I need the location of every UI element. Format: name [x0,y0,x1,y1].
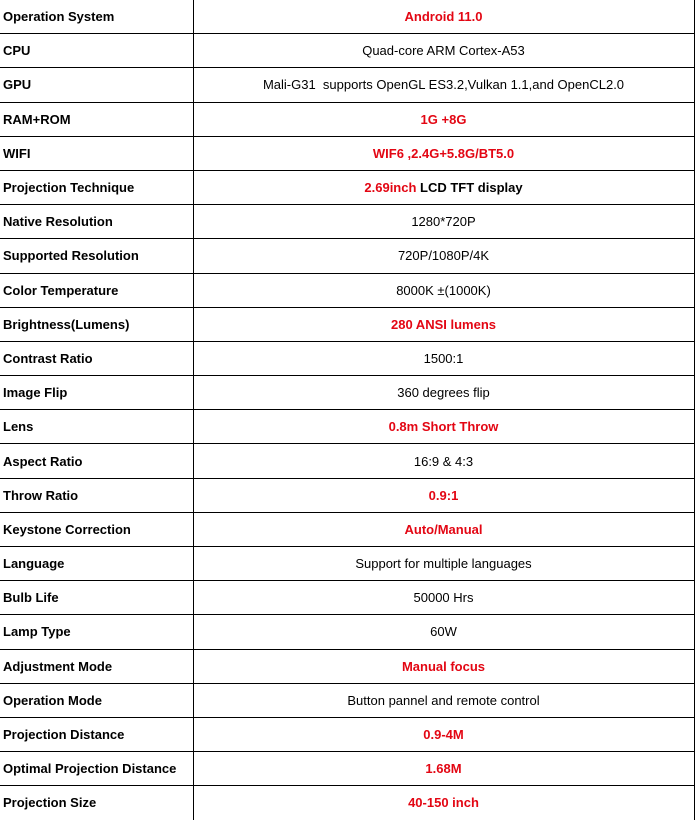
spec-value: 1G +8G [193,102,694,136]
spec-label: Projection Technique [0,170,193,204]
spec-value: 360 degrees flip [193,376,694,410]
spec-label: CPU [0,34,193,68]
table-row [0,649,694,683]
spec-value: 1500:1 [193,341,694,375]
spec-value: Mali-G31 supports OpenGL ES3.2,Vulkan 1.1,and OpenCL2.0 [193,68,694,102]
table-row [0,752,694,786]
spec-label: Projection Distance [0,717,193,751]
table-row [0,547,694,581]
spec-value: 0.8m Short Throw [193,410,694,444]
spec-label: Color Temperature [0,273,193,307]
spec-value: 0.9-4M [193,717,694,751]
spec-label: Adjustment Mode [0,649,193,683]
table-row [0,615,694,649]
spec-label: Projection Size [0,786,193,820]
spec-label: Operation System [0,0,193,34]
spec-label: Contrast Ratio [0,341,193,375]
spec-value: 40-150 inch [193,786,694,820]
spec-label: Optimal Projection Distance [0,752,193,786]
table-row [0,307,694,341]
table-row [0,478,694,512]
table-row [0,512,694,546]
table-row [0,376,694,410]
table-row [0,717,694,751]
spec-value [193,170,694,204]
table-row [0,0,694,34]
spec-value-rest: LCD TFT display [416,180,523,196]
spec-value: 1.68M [193,752,694,786]
table-row [0,341,694,375]
table-row [0,444,694,478]
spec-value: Auto/Manual [193,512,694,546]
spec-value: 0.9:1 [193,478,694,512]
table-row [0,136,694,170]
spec-label: WIFI [0,136,193,170]
spec-label: Native Resolution [0,205,193,239]
spec-value: 60W [193,615,694,649]
spec-value: 16:9 & 4:3 [193,444,694,478]
spec-label: Bulb Life [0,581,193,615]
spec-label: Aspect Ratio [0,444,193,478]
spec-label: Supported Resolution [0,239,193,273]
spec-label: Language [0,547,193,581]
spec-label: Operation Mode [0,683,193,717]
spec-label: RAM+ROM [0,102,193,136]
spec-label: Throw Ratio [0,478,193,512]
table-row [0,786,694,820]
spec-value: WIF6 ,2.4G+5.8G/BT5.0 [193,136,694,170]
table-row [0,68,694,102]
table-row [0,273,694,307]
spec-label: Keystone Correction [0,512,193,546]
spec-value: 1280*720P [193,205,694,239]
spec-label: Lens [0,410,193,444]
spec-value-highlight: 2.69inch [364,180,417,196]
spec-value: Button pannel and remote control [193,683,694,717]
table-row [0,410,694,444]
table-row [0,34,694,68]
table-row [0,102,694,136]
spec-value: 280 ANSI lumens [193,307,694,341]
spec-value: Quad-core ARM Cortex-A53 [193,34,694,68]
spec-value: 8000K ±(1000K) [193,273,694,307]
spec-value: Android 11.0 [193,0,694,34]
spec-label: Lamp Type [0,615,193,649]
spec-value: Manual focus [193,649,694,683]
spec-label: Brightness(Lumens) [0,307,193,341]
table-row [0,581,694,615]
table-row [0,205,694,239]
spec-value: Support for multiple languages [193,547,694,581]
table-row [0,170,694,204]
spec-value: 50000 Hrs [193,581,694,615]
spec-value: 720P/1080P/4K [193,239,694,273]
spec-label: Image Flip [0,376,193,410]
table-row [0,683,694,717]
spec-label: GPU [0,68,193,102]
table-row [0,239,694,273]
